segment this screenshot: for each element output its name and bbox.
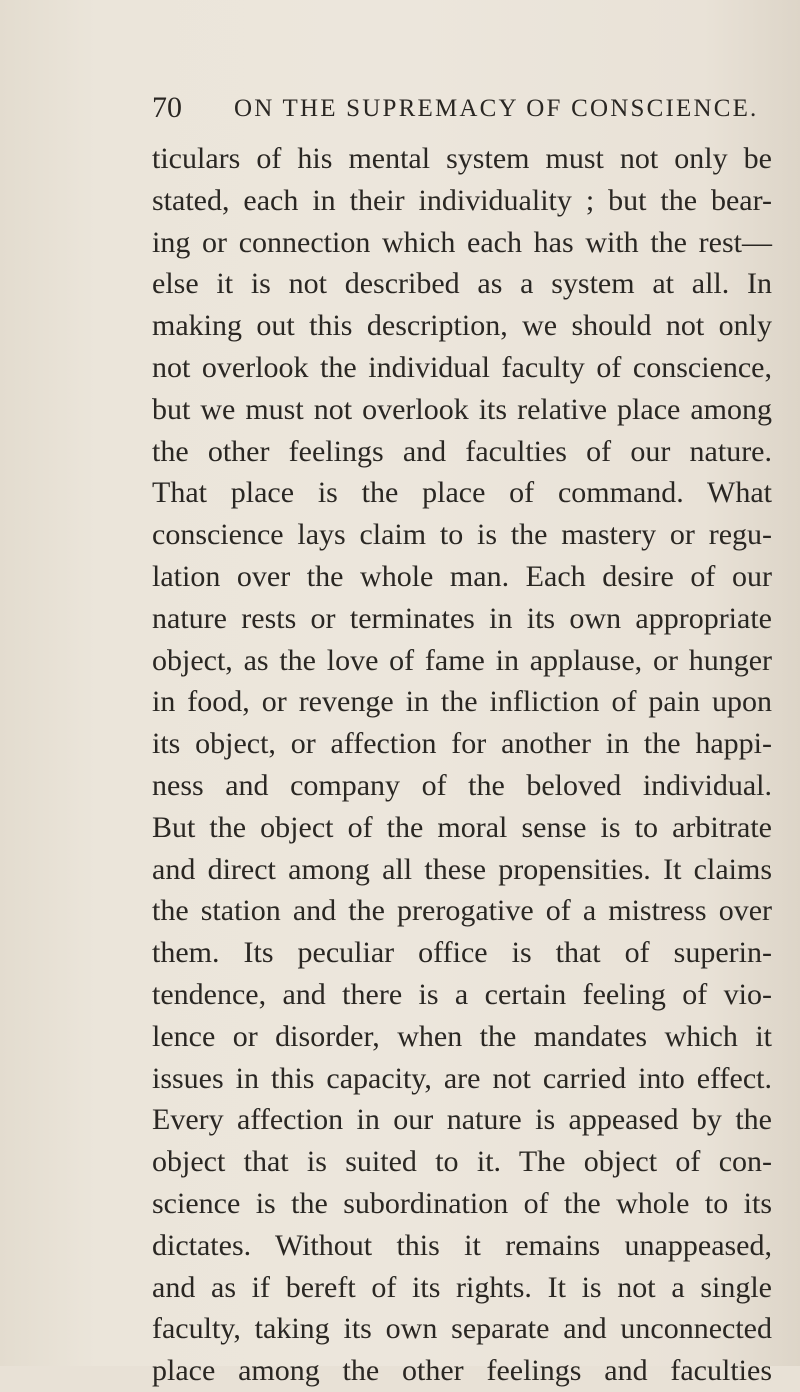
text-line: ness and company of the beloved individual. bbox=[152, 768, 772, 802]
running-head: ON THE SUPREMACY OF CONSCIENCE. bbox=[234, 95, 759, 122]
text-line: lation over the whole man. Each desire of our bbox=[152, 559, 772, 593]
text-line: but we must not overlook its relative place among bbox=[152, 392, 772, 426]
text-line: the station and the prerogative of a mistress over bbox=[152, 894, 772, 928]
text-line: object, as the love of fame in applause, or hunger bbox=[152, 643, 772, 677]
text-line: else it is not described as a system at all. In bbox=[152, 267, 772, 301]
text-line: nature rests or terminates in its own appropriate bbox=[152, 601, 772, 635]
text-line: ticulars of his mental system must not only be bbox=[152, 142, 772, 175]
text-line: conscience lays claim to is the mastery or regu- bbox=[152, 518, 772, 552]
page-header bbox=[152, 90, 772, 130]
text-line: making out this description, we should not only bbox=[152, 309, 772, 343]
text-line: lence or disorder, when the mandates which it bbox=[152, 1019, 772, 1053]
text-line: its object, or affection for another in the happi- bbox=[152, 727, 772, 761]
text-line: and direct among all these propensities. It claims bbox=[152, 852, 772, 886]
text-line: in food, or revenge in the infliction of pain upon bbox=[152, 685, 772, 719]
page-number: 70 bbox=[152, 91, 182, 124]
text-line: dictates. Without this it remains unappeased, bbox=[152, 1228, 772, 1262]
text-line: But the object of the moral sense is to arbitrate bbox=[152, 810, 772, 844]
text-line: tendence, and there is a certain feeling of vio- bbox=[152, 977, 772, 1011]
text-line: object that is suited to it. The object of con- bbox=[152, 1145, 772, 1179]
text-line: not overlook the individual faculty of conscience, bbox=[152, 350, 772, 384]
text-line: the other feelings and faculties of our nature. bbox=[152, 434, 772, 468]
text-line: place among the other feelings and faculties bbox=[152, 1354, 772, 1388]
text-line: and as if bereft of its rights. It is not a single bbox=[152, 1270, 772, 1304]
text-line: issues in this capacity, are not carried into effect. bbox=[152, 1061, 772, 1095]
body-text bbox=[152, 138, 772, 1392]
text-line: ing or connection which each has with the rest— bbox=[152, 225, 772, 259]
text-line: faculty, taking its own separate and unconnected bbox=[152, 1312, 772, 1346]
text-line: That place is the place of command. What bbox=[152, 476, 772, 510]
text-line: science is the subordination of the whole to its bbox=[152, 1186, 772, 1220]
text-line: Every affection in our nature is appeased by the bbox=[152, 1103, 772, 1137]
text-line: them. Its peculiar office is that of superin- bbox=[152, 936, 772, 970]
text-line: stated, each in their individuality ; but the bear- bbox=[152, 183, 772, 217]
